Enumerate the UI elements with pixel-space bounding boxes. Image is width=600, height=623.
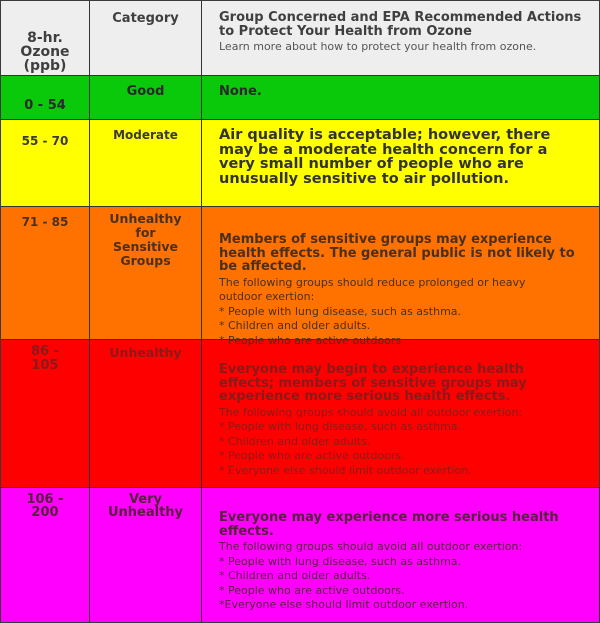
table-row-good <box>1 76 599 120</box>
header-category: Category <box>90 1 202 75</box>
list-item: * People who are active outdoors. <box>219 449 405 462</box>
list-item: * People with lung disease, such as asthma. <box>219 304 462 318</box>
actions-lead: Members of sensitive groups may experience health effects. The general public is not likely to be affected. <box>219 232 575 274</box>
category-label: Unhealthy <box>90 340 202 487</box>
header-actions-title: Group Concerned and EPA Recommended Actions to Protect Your Health from Ozone <box>219 10 582 39</box>
actions-intro: The following groups should reduce prolonged or heavy outdoor exertion: <box>219 275 526 303</box>
list-item: *Everyone else should limit outdoor exertion. <box>219 598 469 611</box>
actions-cell <box>202 488 599 622</box>
list-item: * People who are active outdoors. <box>219 583 405 597</box>
actions-cell <box>202 76 599 119</box>
header-actions <box>202 1 599 75</box>
ozone-range: 71 - 85 <box>1 207 90 339</box>
table-row-unhealthy-sensitive <box>1 207 599 347</box>
category-label: Very Unhealthy <box>90 488 202 622</box>
table-row-moderate <box>1 120 599 207</box>
ozone-range: 55 - 70 <box>1 120 90 206</box>
ozone-range: 0 - 54 <box>1 76 90 119</box>
actions-lead: Everyone may begin to experience health effects; members of sensitive groups may experience more serious health effects. <box>219 362 527 404</box>
actions-cell <box>202 120 599 206</box>
actions-detail <box>219 276 593 349</box>
actions-cell <box>202 340 599 487</box>
list-item: * People who are active outdoors <box>219 333 402 347</box>
list-item: * People with lung disease, such as asthma. <box>219 554 462 568</box>
list-item: * Everyone else should limit outdoor exertion. <box>219 463 472 477</box>
table-header-row <box>1 1 599 76</box>
actions-intro: The following groups should avoid all outdoor exertion: <box>219 540 523 553</box>
actions-detail <box>219 406 559 479</box>
list-item: * Children and older adults. <box>219 434 371 448</box>
list-item: * People with lung disease, such as asthma. <box>219 420 462 433</box>
actions-lead: Everyone may experience more serious health effects. <box>219 510 559 539</box>
table-row-very-unhealthy <box>1 488 599 622</box>
actions-detail <box>219 540 559 613</box>
header-ozone-ppb: 8-hr. Ozone (ppb) <box>1 1 90 75</box>
learn-more-link[interactable]: Learn more about how to protect your health from ozone. <box>219 40 537 53</box>
actions-intro: The following groups should avoid all outdoor exertion: <box>219 405 523 419</box>
category-label: Good <box>90 76 202 119</box>
actions-lead: None. <box>219 84 262 99</box>
list-item: * Children and older adults. <box>219 569 371 582</box>
ozone-range: 86 - 105 <box>1 340 90 487</box>
actions-lead: Air quality is acceptable; however, there may be a moderate health concern for a very small number of people who are unusually sensitive to air pollution. <box>219 127 551 187</box>
category-label: Unhealthy for Sensitive Groups <box>90 207 202 339</box>
table-row-unhealthy <box>1 340 599 488</box>
actions-cell <box>202 207 599 347</box>
category-label: Moderate <box>90 120 202 206</box>
ozone-range: 106 - 200 <box>1 488 90 622</box>
list-item: * Children and older adults. <box>219 319 371 332</box>
